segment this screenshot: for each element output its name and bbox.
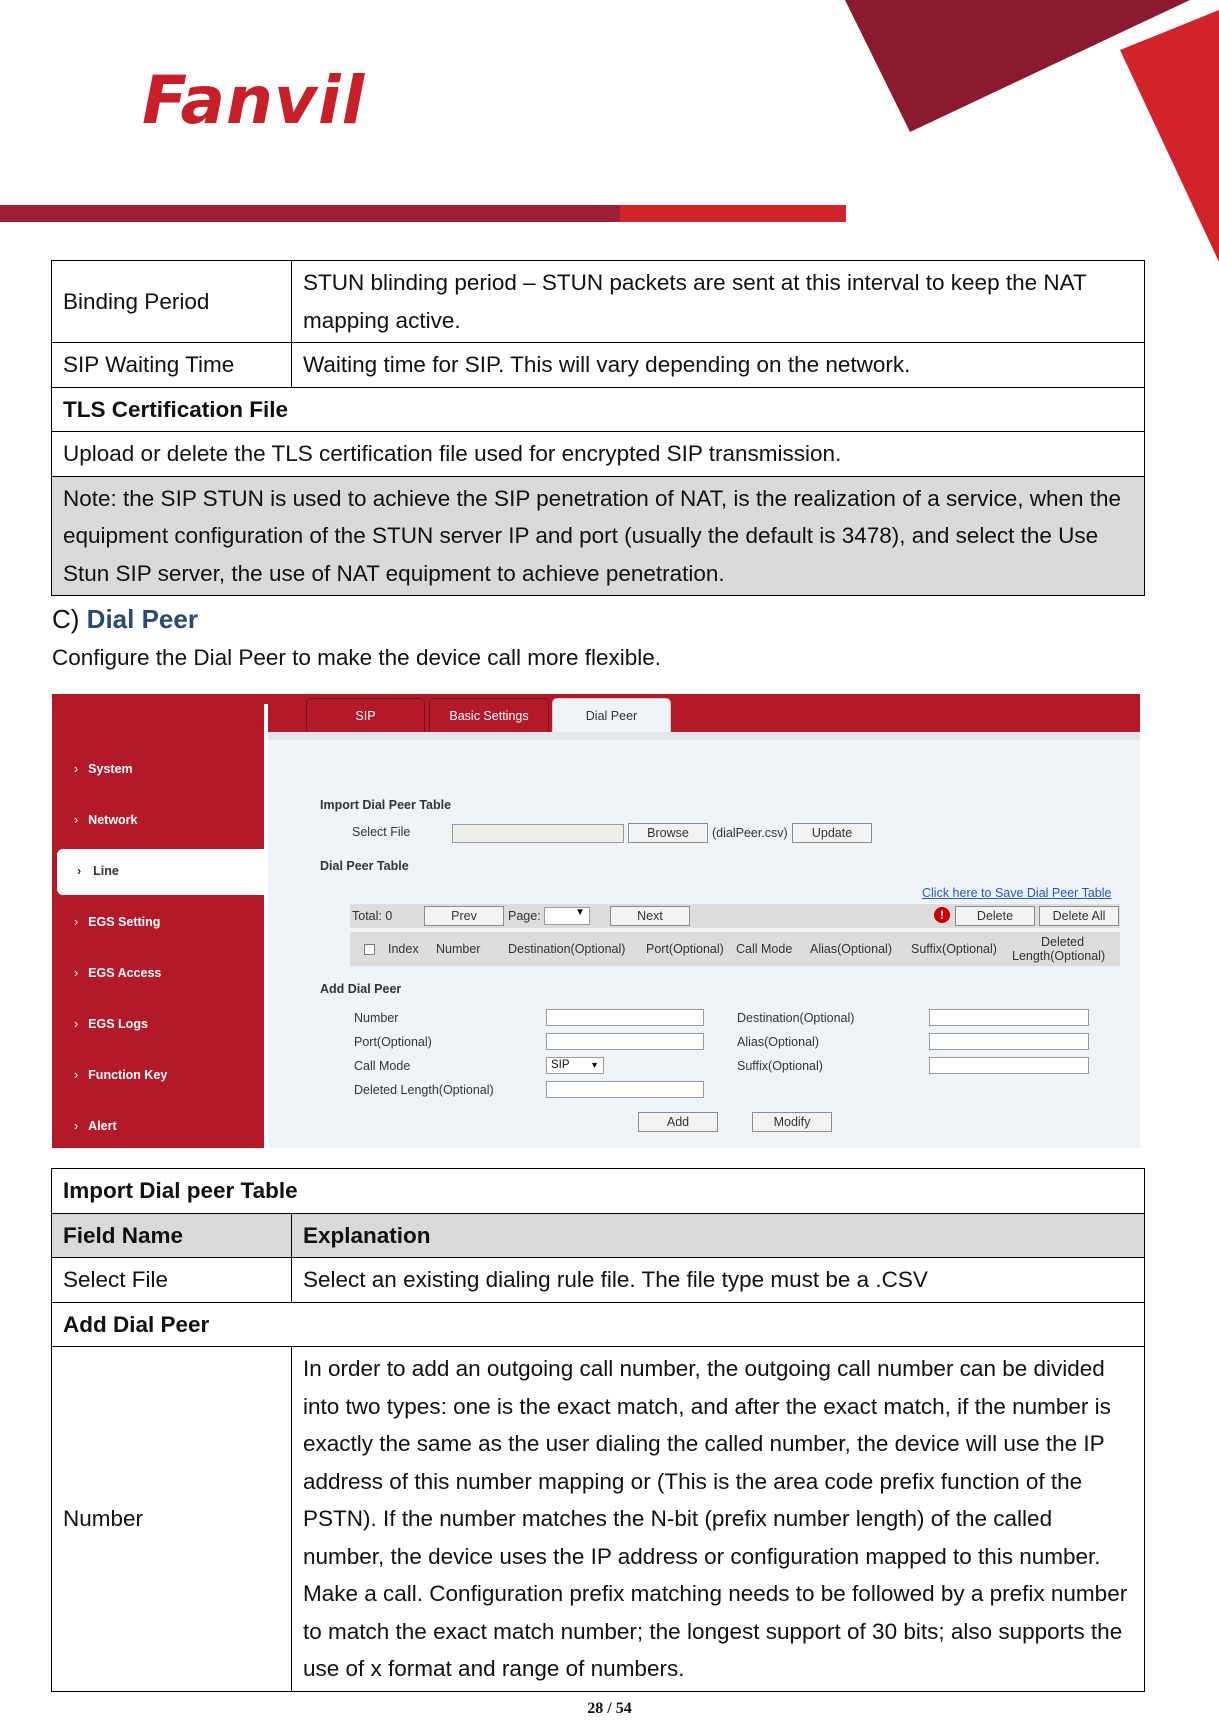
deleted-length-label: Deleted Length(Optional) [354,1083,494,1097]
column-header: Destination(Optional) [508,942,626,956]
note-text: Note: the SIP STUN is used to achieve the SIP penetration of NAT, is the realization of a service, when the equipment configuration of the STUN server IP and port (usually the default is 3478), and select the Use Stun SIP server, the use of NAT equipment to achieve penetration. [52,476,1145,596]
table-row [52,387,1145,432]
table-header-row [52,1213,1145,1258]
table-row [52,476,1145,596]
sidebar-item-network[interactable]: › Network [74,813,138,827]
chevron-down-icon: ▼ [575,907,585,918]
column-header: Deleted [1041,935,1085,949]
update-button[interactable]: Update [792,823,872,843]
column-header: Call Mode [736,942,793,956]
delete-all-button[interactable]: Delete All [1039,906,1119,926]
table-row [52,261,1145,343]
sidebar-item-alert[interactable]: › Alert [74,1119,117,1133]
chevron-down-icon: ▼ [590,1060,599,1070]
save-dial-peer-link[interactable]: Click here to Save Dial Peer Table [922,886,1112,900]
add-dial-peer-title: Add Dial Peer [320,982,402,996]
table-row [52,1302,1145,1347]
field-explanation: In order to add an outgoing call number, the outgoing call number can be divided into two types: one is the exact match, and after the exact match, if the number is exactly the same as the user dialing the called number, the device will use the IP address of this number mapping or (This is the area code prefix function of the PSTN). If the number matches the N-bit (prefix number length) of the called number, the device uses the IP address or configuration mapped to this number. Make a call. Configuration prefix matching needs to be followed by a prefix number to match the exact match number; the longest support of 30 bits; also supports the use of x format and range of numbers. [292,1347,1145,1692]
table-row [52,1169,1145,1214]
page-label: Page: [508,909,541,923]
call-mode-select[interactable]: SIP ▼ [546,1057,604,1074]
sidebar-item-function-key[interactable]: › Function Key [74,1068,168,1082]
table-row [52,1347,1145,1692]
table-row [52,1258,1145,1303]
sidebar-item-system[interactable]: › System [74,762,133,776]
number-label: Number [354,1011,399,1025]
table-title: Import Dial peer Table [52,1169,1145,1214]
column-header: Suffix(Optional) [911,942,997,956]
add-button[interactable]: Add [638,1112,718,1132]
column-header: Explanation [292,1213,1145,1258]
field-explanation: Waiting time for SIP. This will vary depending on the network. [292,343,1145,388]
import-title: Import Dial Peer Table [320,798,452,812]
section-description: Configure the Dial Peer to make the device call more flexible. [52,645,662,670]
warning-icon: ! [934,907,950,923]
column-header: Number [436,942,481,956]
section-title: Add Dial Peer [52,1302,1145,1347]
tab-sip[interactable]: SIP [306,698,425,733]
table-row [52,343,1145,388]
field-name: Select File [52,1258,292,1303]
column-header: Port(Optional) [646,942,724,956]
field-name: Binding Period [52,261,292,343]
table-row [52,432,1145,477]
header-stripe-red [620,205,846,222]
destination-input[interactable] [929,1009,1089,1026]
next-button[interactable]: Next [610,906,690,926]
header-stripe-dark [0,205,620,222]
sidebar-item-egs-setting[interactable]: › EGS Setting [74,915,161,929]
tab-dial-peer[interactable]: Dial Peer [552,698,671,733]
suffix-label: Suffix(Optional) [737,1059,823,1073]
prev-button[interactable]: Prev [424,906,504,926]
alias-label: Alias(Optional) [737,1035,819,1049]
section-text: Upload or delete the TLS certification file used for encrypted SIP transmission. [52,432,1145,477]
port-label: Port(Optional) [354,1035,432,1049]
column-header: Index [388,942,419,956]
field-explanation: Select an existing dialing rule file. The file type must be a .CSV [292,1258,1145,1303]
sidebar-item-egs-access[interactable]: › EGS Access [74,966,162,980]
destination-label: Destination(Optional) [737,1011,855,1025]
field-name: Number [52,1347,292,1692]
alias-input[interactable] [929,1033,1089,1050]
field-explanation: STUN blinding period – STUN packets are sent at this interval to keep the NAT mapping active. [292,261,1145,343]
sidebar-item-egs-logs[interactable]: › EGS Logs [74,1017,148,1031]
column-header: Field Name [52,1213,292,1258]
column-header: Length(Optional) [1012,949,1106,963]
suffix-input[interactable] [929,1057,1089,1074]
call-mode-label: Call Mode [354,1059,411,1073]
file-path-input[interactable] [452,824,624,843]
file-hint: (dialPeer.csv) [712,826,788,840]
column-header: Alias(Optional) [810,942,892,956]
section-title: TLS Certification File [52,387,1145,432]
sidebar-item-line-label: › Line [77,864,119,878]
number-input[interactable] [546,1009,704,1026]
page-select[interactable] [544,907,590,925]
port-input[interactable] [546,1033,704,1050]
select-all-checkbox[interactable] [364,944,375,955]
stun-settings-table [51,260,1145,596]
field-name: SIP Waiting Time [52,343,292,388]
tab-basic-settings[interactable]: Basic Settings [429,698,549,733]
dial-peer-screenshot [52,694,1140,1148]
deleted-length-input[interactable] [546,1081,704,1098]
section-heading: C) Dial Peer [52,604,198,634]
header-shape-red [1120,10,1219,262]
browse-button[interactable]: Browse [628,823,708,843]
delete-button[interactable]: Delete [955,906,1035,926]
page-number: 28 / 54 [587,1700,632,1717]
dial-peer-table-title: Dial Peer Table [320,859,409,873]
modify-button[interactable]: Modify [752,1112,832,1132]
fanvil-logo: Fanvil [142,62,366,139]
select-file-label: Select File [352,825,411,839]
dial-peer-table [51,1168,1145,1692]
total-count: Total: 0 [352,909,393,923]
